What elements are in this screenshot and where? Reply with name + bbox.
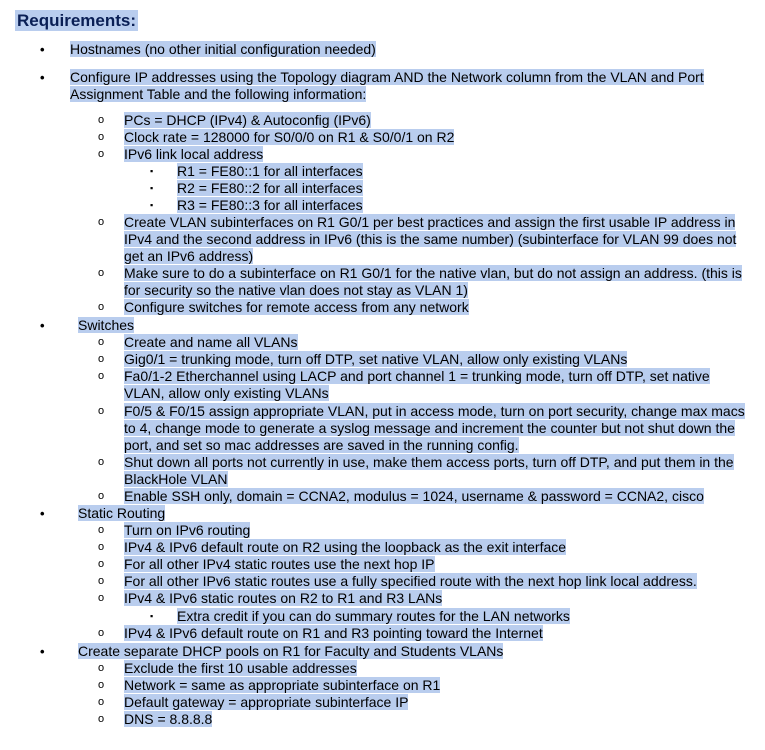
- list-item-text: Hostnames (no other initial configuration needed): [70, 41, 376, 57]
- bullet-circle: o: [98, 575, 105, 587]
- bullet-square: ▪: [150, 166, 154, 176]
- bullet-circle: o: [98, 131, 105, 143]
- list-item-text: Network = same as appropriate subinterface on R1: [124, 677, 441, 693]
- bullet-circle: o: [98, 592, 105, 604]
- bullet-circle: o: [98, 216, 105, 228]
- list-item-text: Fa0/1-2 Etherchannel using LACP and port channel 1 = trunking mode, turn off DTP, set native VLAN, allow only existing VLANs: [124, 368, 710, 401]
- list-item-text: Static Routing: [78, 505, 166, 521]
- bullet-circle: o: [98, 490, 105, 502]
- bullet-circle: o: [98, 353, 105, 365]
- bullet-circle: o: [98, 301, 105, 313]
- list-item-text: For all other IPv6 static routes use a fully specified route with the next hop link local address.: [124, 573, 697, 589]
- bullet-circle: o: [98, 336, 105, 348]
- list-item-text: For all other IPv4 static routes use the next hop IP: [124, 556, 435, 572]
- bullet-circle: o: [98, 558, 105, 570]
- bullet-circle: o: [98, 524, 105, 536]
- list-item-text: Switches: [78, 317, 135, 333]
- list-item-text: Configure IP addresses using the Topology diagram AND the Network column from the VLAN and Port Assignment Table and the following information:: [70, 69, 704, 102]
- list-item-text: Clock rate = 128000 for S0/0/0 on R1 & S0/0/1 on R2: [124, 129, 455, 145]
- bullet-dot: •: [40, 644, 45, 659]
- bullet-dot: •: [40, 506, 45, 521]
- bullet-square: ▪: [150, 611, 154, 621]
- list-item-text: F0/5 & F0/15 assign appropriate VLAN, put in access mode, turn on port security, change max macs to 4, change mode to generate a syslog message and increment the counter but not shut down the port, and set so mac addresses are saved in the running config.: [124, 403, 745, 453]
- bullet-square: ▪: [150, 183, 154, 193]
- bullet-circle: o: [98, 679, 105, 691]
- list-item-text: Create VLAN subinterfaces on R1 G0/1 per best practices and assign the first usable IP address in IPv4 and the second address in IPv6 (this is the same number) (subinterface for VLAN 99 does not get an IPv6 address): [124, 214, 737, 264]
- bullet-dot: •: [40, 70, 45, 85]
- list-item-text: R3 = FE80::3 for all interfaces: [177, 197, 363, 213]
- bullet-circle: o: [98, 148, 105, 160]
- list-item-text: IPv4 & IPv6 static routes on R2 to R1 and R3 LANs: [124, 590, 443, 606]
- bullet-circle: o: [98, 370, 105, 382]
- bullet-square: ▪: [150, 200, 154, 210]
- bullet-circle: o: [98, 456, 105, 468]
- bullet-dot: •: [40, 318, 45, 333]
- bullet-circle: o: [98, 627, 105, 639]
- bullet-dot: •: [40, 42, 45, 57]
- list-item-text: Extra credit if you can do summary routes for the LAN networks: [177, 608, 570, 624]
- list-item-text: R2 = FE80::2 for all interfaces: [177, 180, 363, 196]
- bullet-circle: o: [98, 114, 105, 126]
- list-item-text: Make sure to do a subinterface on R1 G0/1 for the native vlan, but do not assign an address. (this is for security so the native vlan does not stay as VLAN 1): [124, 265, 742, 298]
- bullet-circle: o: [98, 541, 105, 553]
- list-item-text: Default gateway = appropriate subinterface IP: [124, 694, 409, 710]
- page-title: Requirements:: [17, 11, 137, 30]
- list-item-text: R1 = FE80::1 for all interfaces: [177, 163, 363, 179]
- bullet-circle: o: [98, 405, 105, 417]
- list-item-text: Shut down all ports not currently in use, make them access ports, turn off DTP, and put them in the BlackHole VLAN: [124, 454, 734, 487]
- list-item-text: IPv4 & IPv6 default route on R2 using the loopback as the exit interface: [124, 539, 567, 555]
- list-item-text: Create and name all VLANs: [124, 334, 298, 350]
- bullet-circle: o: [98, 267, 105, 279]
- list-item-text: Configure switches for remote access from any network: [124, 299, 469, 315]
- bullet-circle: o: [98, 662, 105, 674]
- list-item-text: PCs = DHCP (IPv4) & Autoconfig (IPv6): [124, 112, 371, 128]
- list-item-text: Enable SSH only, domain = CCNA2, modulus = 1024, username & password = CCNA2, cisco: [124, 488, 704, 504]
- list-item-text: Create separate DHCP pools on R1 for Faculty and Students VLANs: [78, 643, 504, 659]
- list-item-text: IPv4 & IPv6 default route on R1 and R3 pointing toward the Internet: [124, 625, 543, 641]
- bullet-circle: o: [98, 713, 105, 725]
- list-item-text: Turn on IPv6 routing: [124, 522, 251, 538]
- list-item-text: Gig0/1 = trunking mode, turn off DTP, set native VLAN, allow only existing VLANs: [124, 351, 628, 367]
- list-item-text: IPv6 link local address: [124, 146, 264, 162]
- list-item-text: DNS = 8.8.8.8: [124, 711, 213, 727]
- bullet-circle: o: [98, 696, 105, 708]
- list-item-text: Exclude the first 10 usable addresses: [124, 660, 357, 676]
